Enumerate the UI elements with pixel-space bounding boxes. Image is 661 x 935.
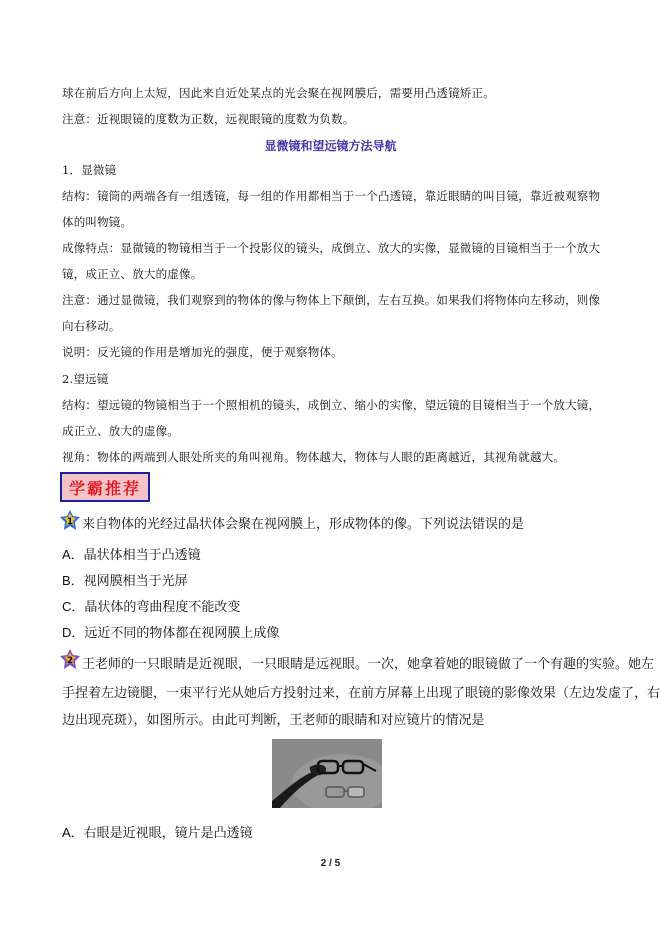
text-line: 视角：物体的两端到人眼处所夹的角叫视角。物体越大，物体与人眼的距离越近，其视角就越大。 xyxy=(62,450,566,464)
option-d: D．远近不同的物体都在视网膜上成像 xyxy=(62,625,280,640)
question-number-icon xyxy=(60,510,80,530)
section-heading: 显微镜和望远镜方法导航 xyxy=(264,139,397,153)
text-line: 成正立、放大的虚像。 xyxy=(62,424,179,438)
text-line: 说明：反光镜的作用是增加光的强度，便于观察物体。 xyxy=(62,345,343,359)
question-stem: 手捏着左边镜腿，一束平行光从她后方投射过来，在前方屏幕上出现了眼镜的影像效果（左边发虚了，右 xyxy=(62,685,661,700)
question-stem: 边出现亮斑），如图所示。由此可判断，王老师的眼睛和对应镜片的情况是 xyxy=(62,712,485,727)
text-line: 结构：望远镜的物镜相当于一个照相机的镜头，成倒立、缩小的实像，望远镜的目镜相当于一个放大镜， xyxy=(62,398,601,412)
badge-number: 2 xyxy=(66,656,74,666)
banner-label: 学霸推荐 xyxy=(62,474,148,500)
text-line: 结构：镜筒的两端各有一组透镜，每一组的作用都相当于一个凸透镜，靠近眼睛的叫目镜，靠近被观察物 xyxy=(62,189,601,203)
question-number-icon xyxy=(60,649,80,669)
badge-number: 1 xyxy=(66,517,74,527)
recommend-banner xyxy=(60,472,150,502)
subsection-title: 1．显微镜 xyxy=(62,163,117,177)
text-line: 成像特点：显微镜的物镜相当于一个投影仪的镜头，成倒立、放大的实像，显微镜的目镜相当于一个放大 xyxy=(62,241,601,255)
page-number: 2 / 5 xyxy=(320,858,341,869)
glasses-photo xyxy=(272,739,382,808)
subsection-title: 2.望远镜 xyxy=(62,372,109,386)
text-line: 注意：近视眼镜的度数为正数，远视眼镜的度数为负数。 xyxy=(62,112,355,126)
glasses-shadow-image xyxy=(272,739,382,808)
text-line: 球在前后方向上太短，因此来自近处某点的光会聚在视网膜后，需要用凸透镜矫正。 xyxy=(62,86,495,100)
option-b: B．视网膜相当于光屏 xyxy=(62,573,188,588)
option-c: C．晶状体的弯曲程度不能改变 xyxy=(62,599,241,614)
text-line: 体的叫物镜。 xyxy=(62,215,133,229)
option-a: A．右眼是近视眼，镜片是凸透镜 xyxy=(62,825,253,840)
text-line: 镜，成正立、放大的虚像。 xyxy=(62,267,203,281)
question-stem: 来自物体的光经过晶状体会聚在视网膜上，形成物体的像。下列说法错误的是 xyxy=(82,516,525,531)
question-stem: 王老师的一只眼睛是近视眼，一只眼睛是远视眼。一次，她拿着她的眼镜做了一个有趣的实验。她左 xyxy=(82,656,655,671)
text-line: 注意：通过显微镜，我们观察到的物体的像与物体上下颠倒，左右互换。如果我们将物体向左移动，则像 xyxy=(62,293,601,307)
option-a: A．晶状体相当于凸透镜 xyxy=(62,547,201,562)
text-line: 向右移动。 xyxy=(62,319,121,333)
